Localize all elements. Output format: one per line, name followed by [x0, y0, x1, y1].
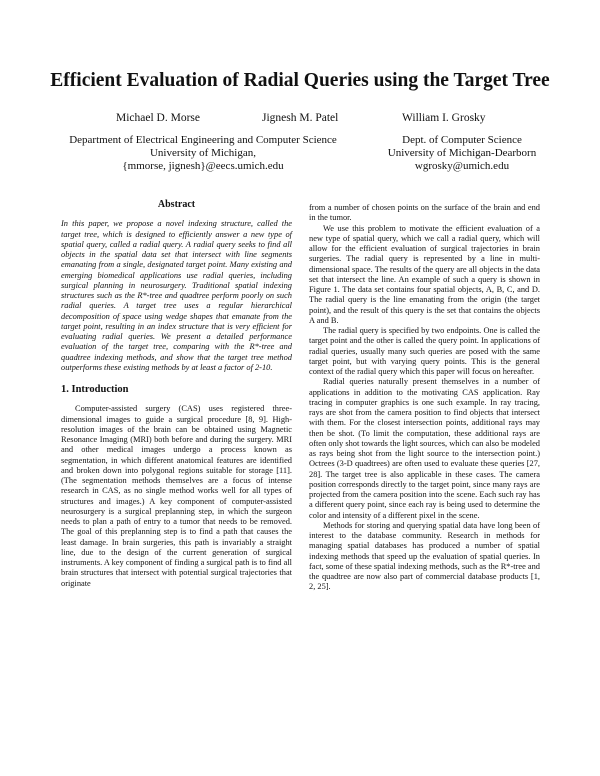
author-list	[0, 112, 600, 130]
paper-title: Efficient Evaluation of Radial Queries using the Target Tree	[50, 70, 550, 91]
abstract-heading: Abstract	[157, 199, 196, 210]
affiliation-line: wgrosky@umich.edu	[414, 160, 510, 172]
affiliation-line: University of Michigan,	[149, 147, 256, 159]
abstract-text: In this paper, we propose a novel indexing structure, called the target tree, which is designed to efficiently answer a new type of spatial query, called a radial query. A radial query seeks to find all objects in the spatial data set that intersect with line segments emanating from a single, designated target point. Many existing and emerging biomedical applications use radial queries, including surgical planning in neurosurgery. Traditional spatial indexing structures such as the R*-tree and quadtree perform poorly on such radial queries. A target tree uses a regular hierarchical decomposition of space using wedge shapes that emanate from the target point, resulting in an index structure that is very efficient for evaluating radial queries. We present a detailed performance evaluation of the target tree, comparing with the R*-tree and quadtree indexing methods, and show that the target tree method outperforms these existing methods by at least a factor of 2-10.	[61, 219, 292, 372]
affiliation-left	[40, 134, 366, 173]
affiliation-line: Dept. of Computer Science	[402, 134, 522, 146]
right-column	[309, 203, 540, 593]
author-name: Jignesh M. Patel	[262, 112, 339, 124]
affiliation-right	[372, 134, 552, 173]
section-heading: 1. Introduction	[61, 384, 129, 395]
body-paragraph: Computer-assisted surgery (CAS) uses registered three-dimensional images to guide a surgical procedure [8, 9]. High-resolution images of the brain can be obtained using Magnetic Resonance Imaging (MRI) both before and during the surgery. MRI and other medical images undergo a process known as segmentation, in which different anatomical features are identified and broken down into polygonal regions suitable for storage [11]. (The segmentation methods themselves are a focus of intense research in CAS, as no single method works well for all types of structures and images.) A key component of computer-assisted neurosurgery is a surgical preplanning step, in which the surgeon needs to plan a path of entry to a tumor that needs to be removed. The goal of this preplanning step is to find a path that causes the least damage. In brain surgeries, this path is invariably a straight line, due to the design of the current generation of surgical instruments. A key component of finding a surgical path is to find all brain structures that intersect with potential surgical trajectories that originate	[61, 404, 292, 588]
body-paragraph: We use this problem to motivate the efficient evaluation of a new type of spatial query, which we call a radial query, which will allow for the efficient evaluation of surgical trajectories in brain surgeries. The radial query is represented by a line in multi-dimensional space. The results of the query are all objects in the data set that intersect the line. An example of such a query is shown in Figure 1. The data set contains four spatial objects, A, B, C, and D. The radial query is the line emanating from the origin (the target point), and the result of this query is the set that contains the objects A and B.	[309, 223, 540, 325]
body-paragraph: Methods for storing and querying spatial data have long been of interest to the database community. Research in methods for managing spatial databases has produced a number of spatial indexing methods that speed up the evaluation of spatial queries. In fact, some of these spatial indexing methods, such as the R*-tree and the quadtree are now also part of commercial database products [1, 2, 25].	[309, 520, 540, 592]
affiliation-line: University of Michigan-Dearborn	[387, 147, 537, 159]
affiliation-line: Department of Electrical Engineering and Computer Science	[69, 134, 337, 146]
left-column	[61, 200, 292, 589]
body-paragraph: from a number of chosen points on the surface of the brain and end in the tumor.	[309, 203, 540, 223]
author-name: Michael D. Morse	[116, 112, 200, 124]
body-paragraph: The radial query is specified by two endpoints. One is called the target point and the other is called the query point. In applications of radial queries, usually many such queries are posed with the same target point, but with varying query points. This is the general context of the radial query which this paper will focus on hereafter.	[309, 326, 540, 376]
author-name: William I. Grosky	[402, 112, 486, 124]
affiliation-line: {mmorse, jignesh}@eecs.umich.edu	[122, 160, 284, 172]
body-paragraph: Radial queries naturally present themselves in a number of applications in addition to the motivating CAS application. Ray tracing in computer graphics is one such example. In ray tracing, rays are shot from the camera position to find objects that intersect with them. For the closest intersection points, additional rays may then be shot. (To limit the computation, these additional rays are often only shot towards the light sources, which can also be modeled as rays being shot from the light source to the intersection point.) Octrees (3-D quadtrees) are often used to evaluate these queries [27, 28]. The target tree is also applicable in these cases. The camera position corresponds directly to the target point, since many rays are projected from the camera position into the scene. Each such ray has a different query point, since each ray is being used to determine the color and intensity of a different pixel in the scene.	[309, 377, 540, 520]
